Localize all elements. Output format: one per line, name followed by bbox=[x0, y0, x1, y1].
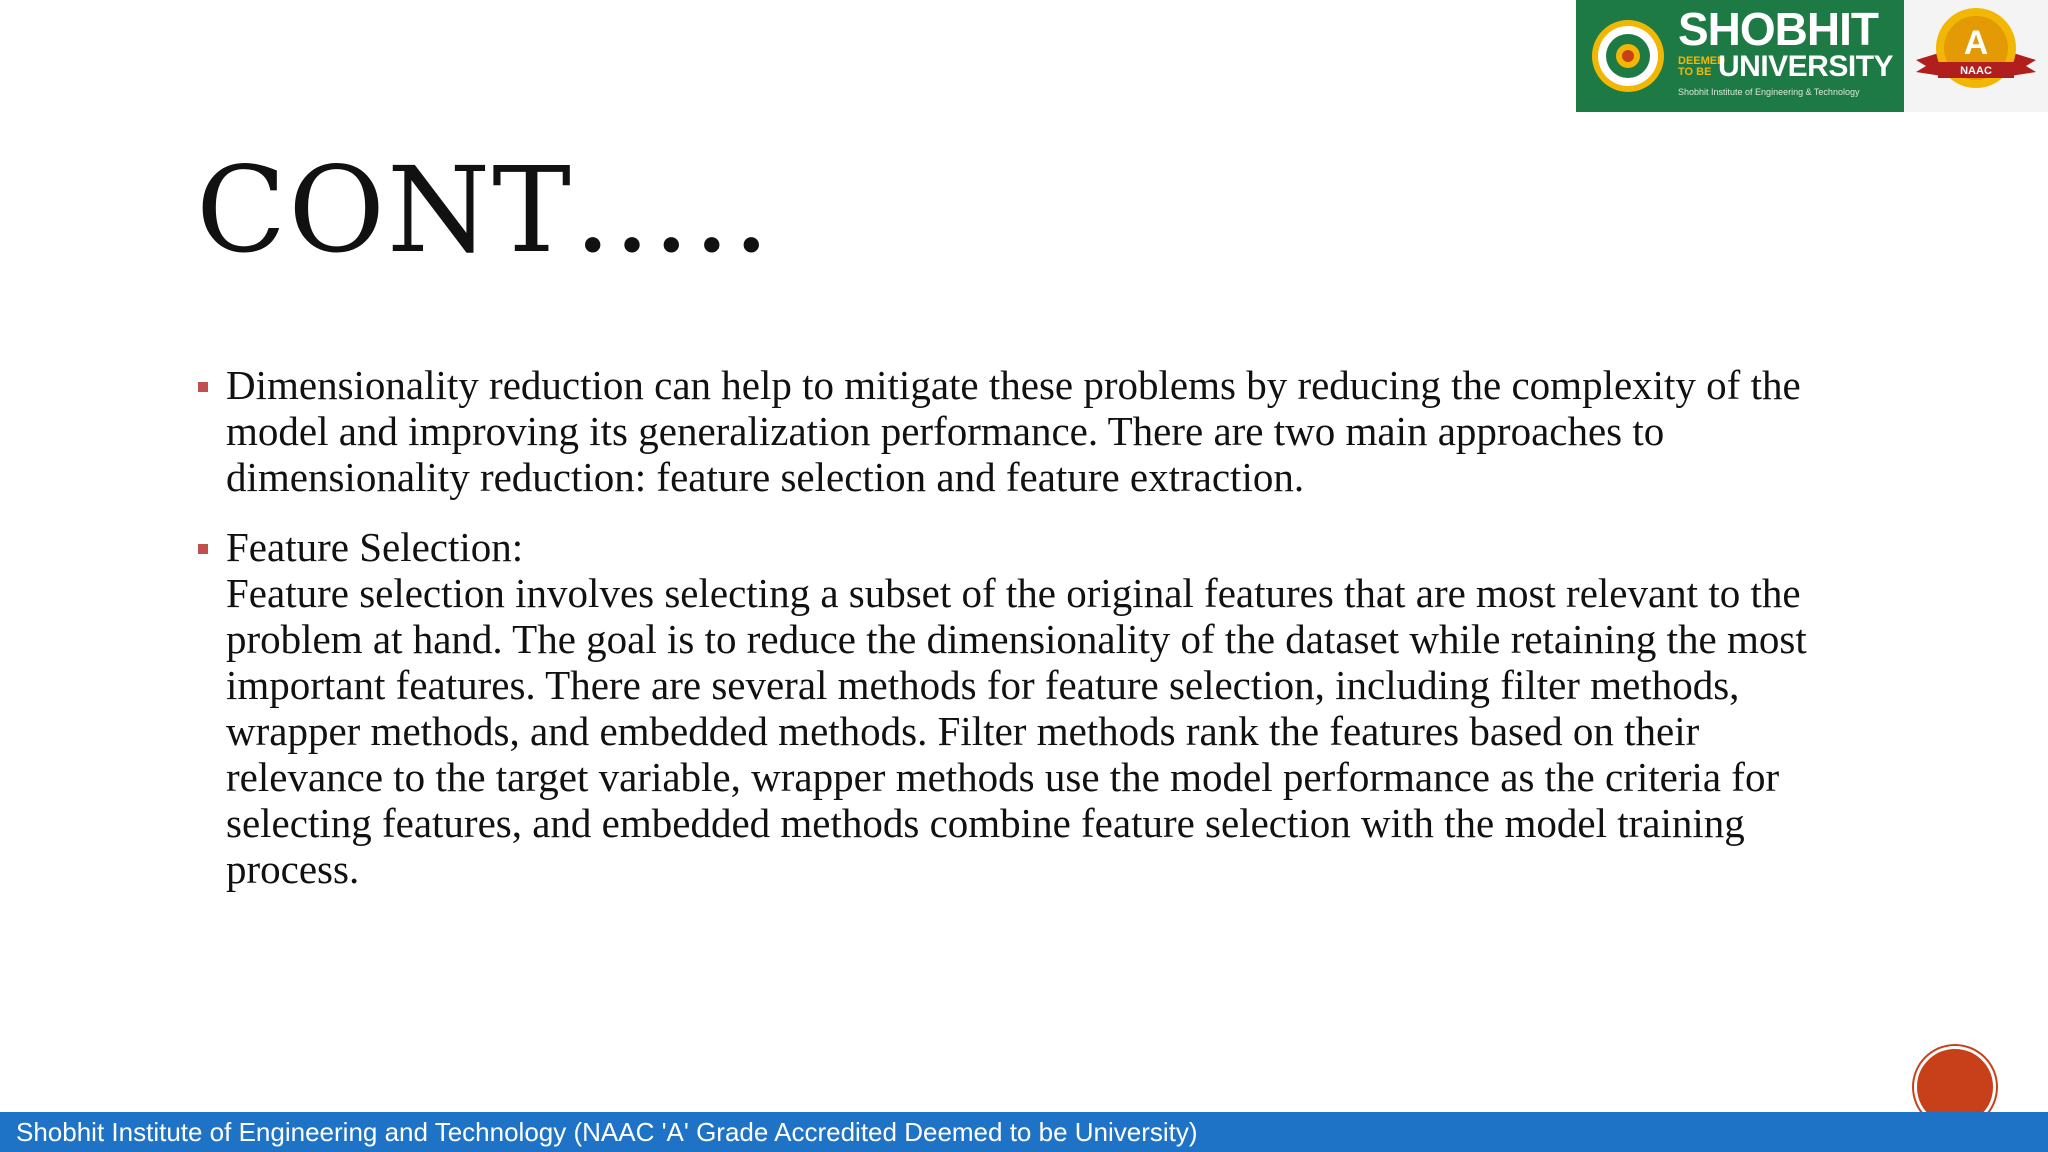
logo-shobhit: SHOBHIT bbox=[1678, 3, 1878, 55]
bullet-square-icon bbox=[198, 544, 208, 554]
footer-text: Shobhit Institute of Engineering and Technology (NAAC 'A' Grade Accredited Deemed to be University) bbox=[16, 1117, 1198, 1147]
naac-panel bbox=[1904, 0, 2048, 112]
bullet-list bbox=[196, 362, 1856, 916]
bullet-square-icon bbox=[198, 382, 208, 392]
bullet-item bbox=[196, 524, 1856, 892]
university-emblem-icon bbox=[1590, 18, 1666, 94]
logo-subtitle: Shobhit Institute of Engineering & Technology bbox=[1678, 87, 1860, 97]
bullet-item bbox=[196, 362, 1856, 500]
naac-label: NAAC bbox=[1960, 65, 1992, 77]
bullet-text: Dimensionality reduction can help to mitigate these problems by reducing the complexity of the model and improving its generalization performance. There are two main approaches to dimensionality reduction: feature selection and feature extraction. bbox=[226, 362, 1801, 500]
naac-badge-icon bbox=[1912, 2, 2040, 102]
logo-deemed: DEEMED TO BE bbox=[1678, 55, 1726, 78]
slide-title: CONT….. bbox=[196, 141, 772, 279]
footer-bar bbox=[0, 1112, 2048, 1152]
bullet-text: Feature Selection: Feature selection involves selecting a subset of the original features that are most relevant to the problem at hand. The goal is to reduce the dimensionality of the dataset while retaining the most important features. There are several methods for feature selection, including filter methods, wrapper methods, and embedded methods. Filter methods rank the features based on their relevance to the target variable, wrapper methods use the model performance as the criteria for selecting features, and embedded methods combine feature selection with the model training process. bbox=[226, 524, 1807, 892]
naac-grade: A bbox=[1963, 24, 1989, 62]
logo-text bbox=[1678, 3, 1898, 98]
logo-row bbox=[1678, 52, 1898, 82]
logo-university: UNIVERSITY bbox=[1718, 50, 1894, 83]
logo-green-panel bbox=[1576, 0, 1904, 112]
university-logo bbox=[1576, 0, 2048, 112]
